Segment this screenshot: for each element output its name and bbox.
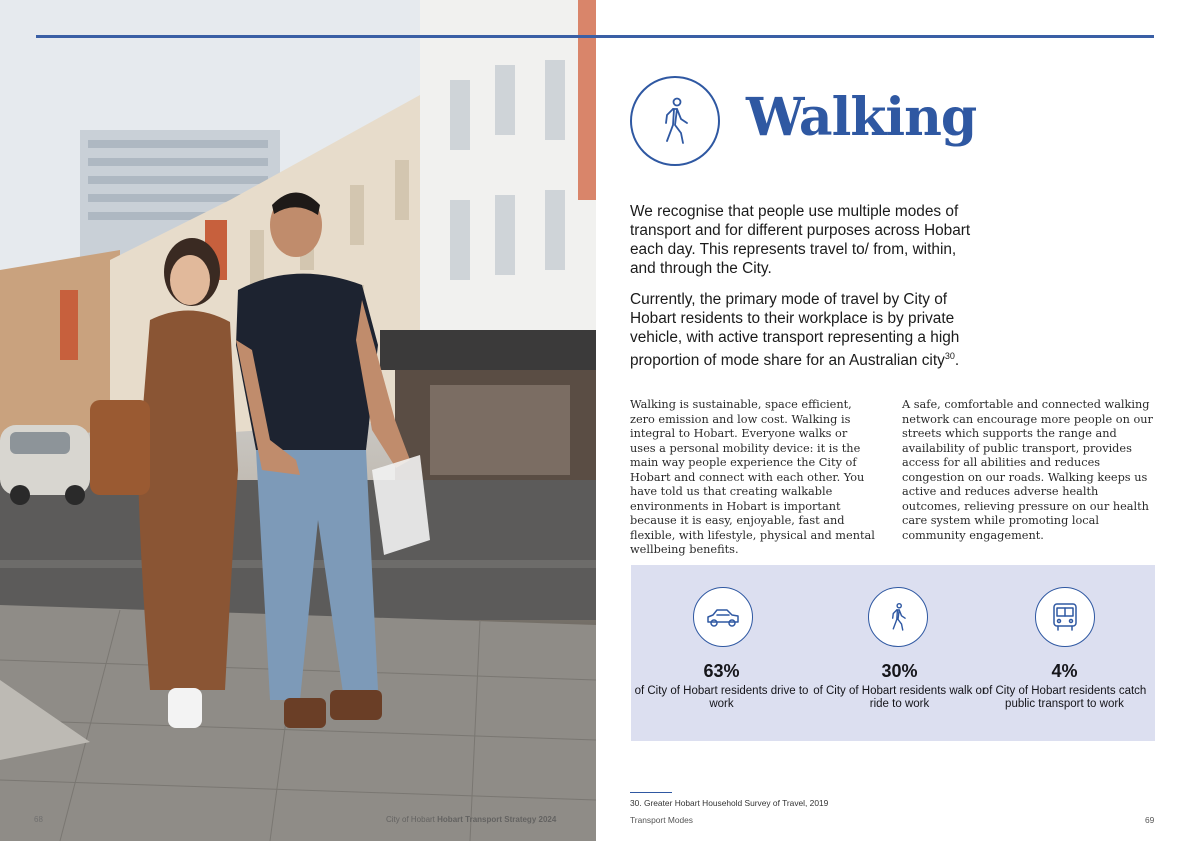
footnote-rule [630,792,672,793]
section-footer: Transport Modes [630,815,693,825]
bus-icon [1050,601,1080,633]
stat-value-drive: 63% [703,661,740,681]
footnote-reference: 30 [944,351,955,361]
intro-paragraph-2 [630,290,975,370]
page-title: Walking [746,87,977,148]
body-column-left: Walking is sustainable, space efficient, zero emission and low cost. Walking is integral to Hobart. Everyone walks or uses a personal mobility device: it is the main way people experience the City of Hobart and connect with each other. You have told us that creating walkable environments in Hobart is important because it is easy, enjoyable, fast and flexible, with lifestyle, physical and mental wellbeing benefits. [630,398,875,556]
stat-value-walk: 30% [881,661,918,681]
intro-paragraph-2-text: Currently, the primary mode of travel by City of Hobart residents to their workplace is by private vehicle, with active transport representing a high proportion of mode share for an Australian city [630,291,960,370]
intro-paragraph-1: We recognise that people use multiple modes of transport and for different purposes across Hobart each day. This represents travel to/ from, within, and through the City. [630,203,971,277]
body-column-right: A safe, comfortable and connected walking network can encourage more people on our streets which supports the range and availability of public transport, provides access for all abilities and reduces congestion on our roads. Walking keeps us active and reduces adverse health outcomes, relieving pressure on our health care system while promoting local community engagement. [902,398,1153,542]
walking-icon-badge-small [868,587,928,647]
stat-label-drive: of City of Hobart residents drive to work [634,685,809,710]
footer-title: Hobart Transport Strategy 2024 [437,815,557,824]
walking-person-icon [653,97,697,145]
header-rule [36,35,1154,38]
stat-value-public-transport: 4% [1051,661,1078,681]
stat-label-walk: of City of Hobart residents walk or ride to work [813,685,986,710]
stat-label-public-transport: of City of Hobart residents catch public transport to work [982,685,1147,710]
footer-prefix: City of Hobart [386,815,435,824]
bus-icon-badge [1035,587,1095,647]
walking-icon-badge [630,76,720,166]
intro-paragraph-2-end: . [954,352,960,370]
walking-person-icon [885,600,911,634]
car-icon [705,604,741,630]
car-icon-badge [693,587,753,647]
footnote: 30. Greater Hobart Household Survey of Travel, 2019 [630,798,829,808]
page-number-left: 68 [34,815,43,824]
publication-footer [386,815,556,824]
page-number-right: 69 [1145,815,1155,825]
mode-share-stats-panel [631,565,1155,741]
